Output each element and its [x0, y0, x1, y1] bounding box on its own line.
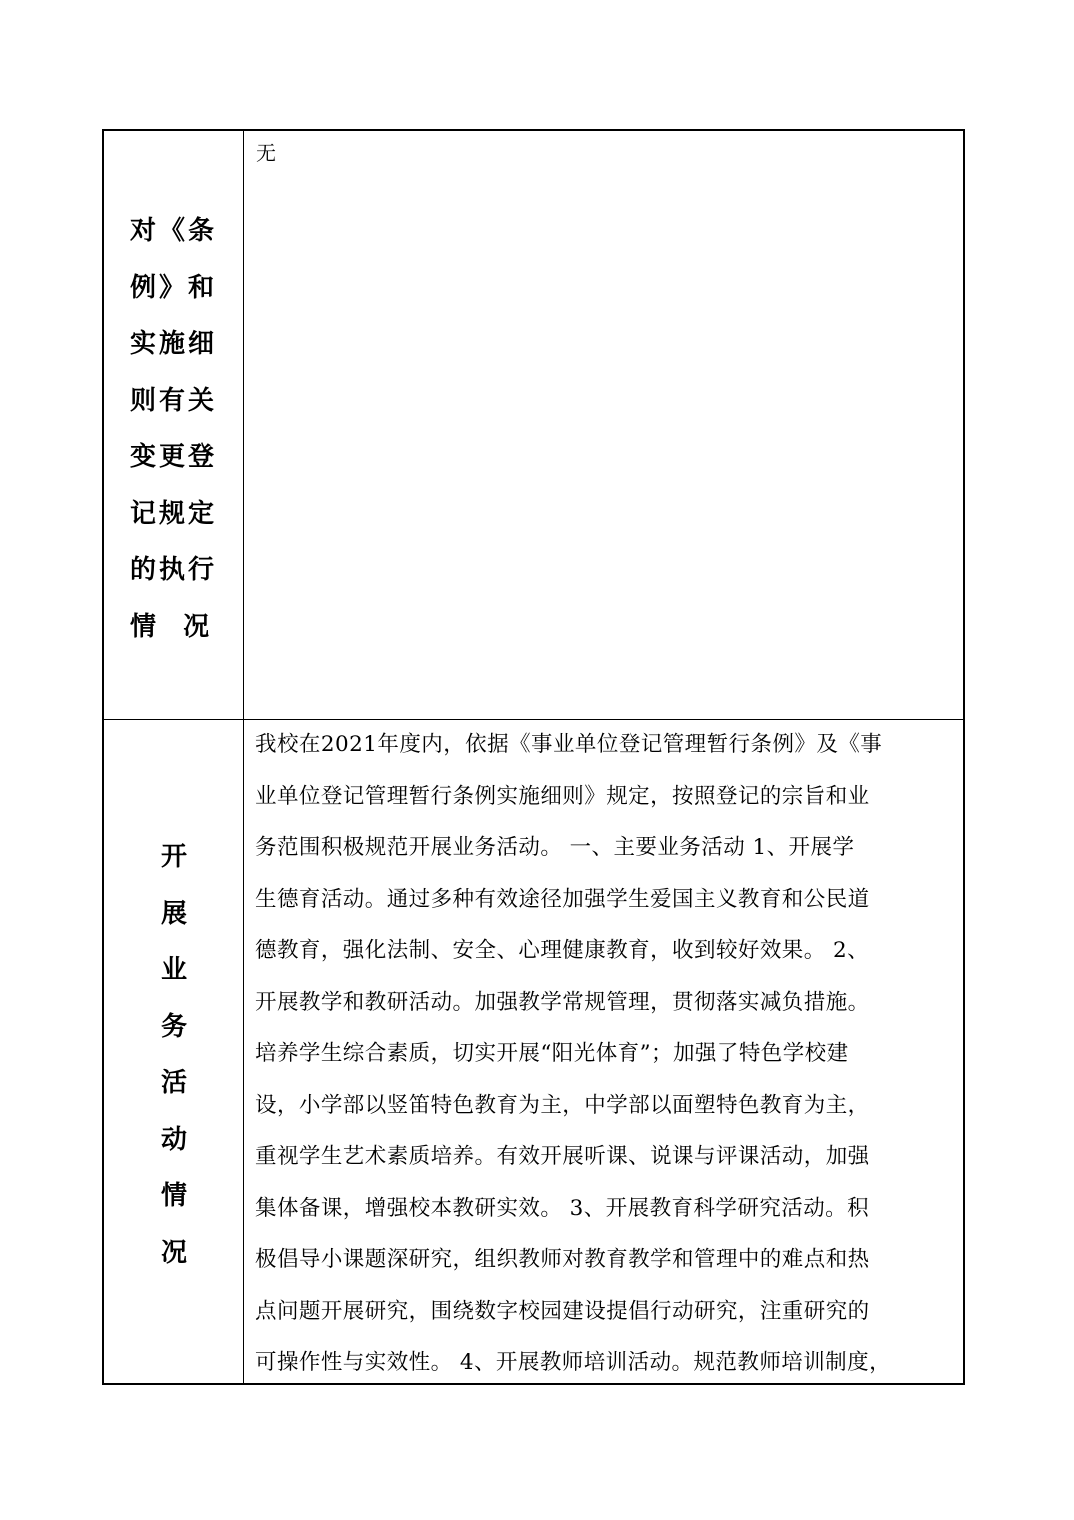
content-line: 务范围积极规范开展业务活动。 一、主要业务活动 1、开展学 [255, 835, 855, 860]
label-line: 例》和 [130, 272, 218, 303]
row-label [104, 829, 244, 1281]
row-content-cell [244, 719, 963, 1383]
label-char: 开 [160, 842, 187, 872]
row-content-cell [244, 131, 963, 719]
content-line: 我校在2021年度内，依据《事业单位登记管理暂行条例》及《事 [255, 732, 883, 757]
label-char: 活 [160, 1068, 187, 1098]
label-line: 实施细 [130, 329, 218, 359]
label-line: 变更登 [130, 442, 218, 472]
content-line: 集体备课，增强校本教研实效。 3、开展教育科学研究活动。积 [255, 1195, 870, 1221]
label-line: 则有关 [130, 385, 218, 416]
content-text: 无 [256, 141, 276, 165]
label-line: 对《条 [130, 216, 218, 246]
content-line: 德教育，强化法制、安全、心理健康教育，收到较好效果。 2、 [255, 938, 870, 963]
label-char: 情 [160, 1181, 187, 1211]
content-line: 生德育活动。通过多种有效途径加强学生爱国主义教育和公民道 [255, 886, 870, 912]
label-char: 务 [160, 1011, 187, 1042]
label-char: 展 [160, 898, 187, 929]
row-label [130, 203, 220, 655]
content-line: 设，小学部以竖笛特色教育为主，中学部以面塑特色教育为主， [255, 1092, 870, 1118]
table-row-change-registration [104, 131, 963, 720]
content-paragraph [255, 719, 953, 1389]
row-label-cell [104, 719, 244, 1383]
label-char: 况 [160, 1237, 187, 1268]
content-line: 培养学生综合素质，切实开展“阳光体育”；加强了特色学校建 [255, 1041, 849, 1066]
content-line: 重视学生艺术素质培养。有效开展听课、说课与评课活动，加强 [255, 1144, 870, 1169]
label-char: 动 [160, 1124, 187, 1155]
table-row-business-activities [104, 719, 963, 1383]
row-label-cell [104, 131, 244, 719]
content-line: 业单位登记管理暂行条例实施细则》规定，按照登记的宗旨和业 [255, 783, 870, 809]
content-line: 点问题开展研究，围绕数字校园建设提倡行动研究，注重研究的 [255, 1298, 870, 1324]
label-char: 业 [160, 955, 187, 985]
label-line: 情 况 [130, 611, 213, 642]
content-line: 开展教学和教研活动。加强教学常规管理，贯彻落实减负措施。 [255, 989, 870, 1015]
label-line: 的执行 [130, 555, 218, 585]
label-line: 记规定 [130, 498, 218, 529]
content-line: 极倡导小课题深研究，组织教师对教育教学和管理中的难点和热 [255, 1247, 870, 1272]
report-table [102, 129, 965, 1385]
content-line: 可操作性与实效性。 4、开展教师培训活动。规范教师培训制度， [255, 1350, 892, 1375]
